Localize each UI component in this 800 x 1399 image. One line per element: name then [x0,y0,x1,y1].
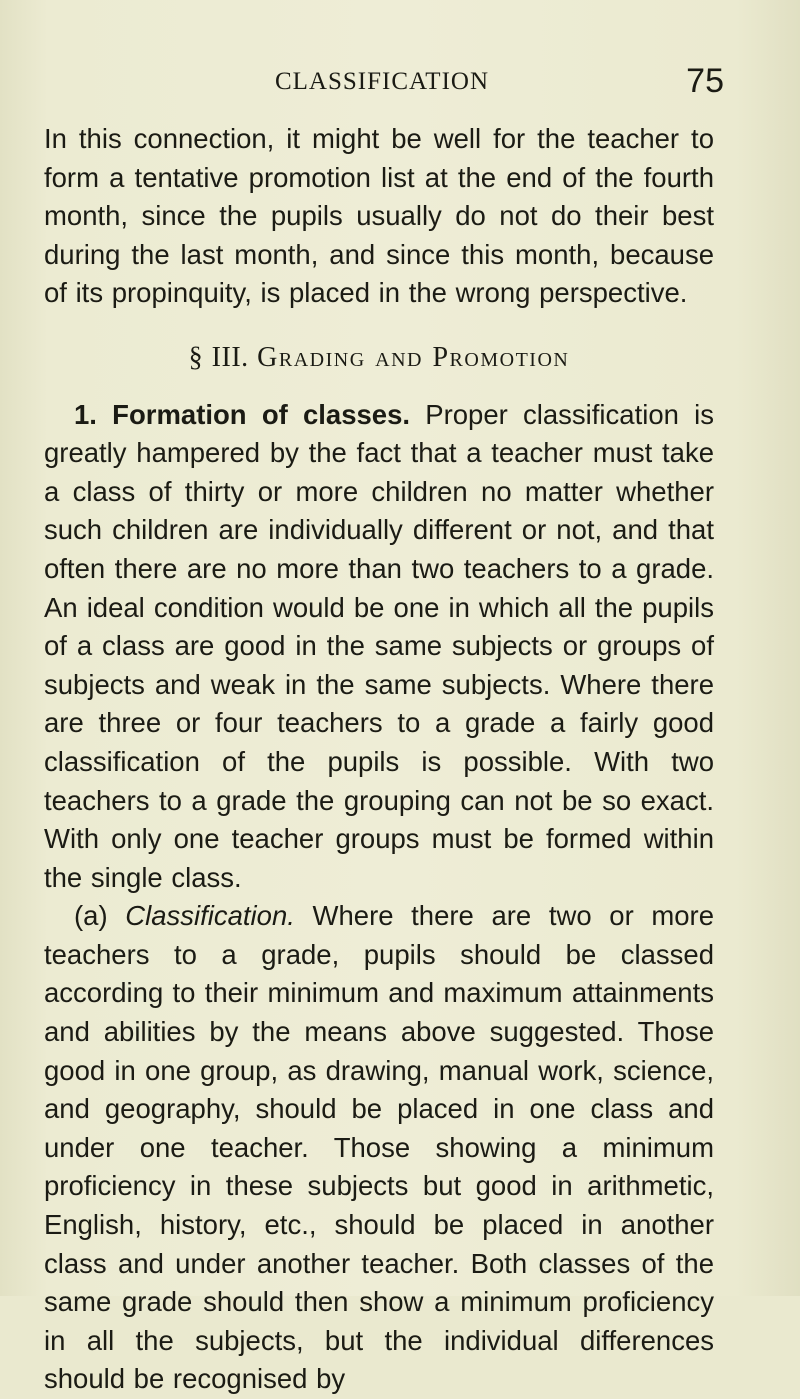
paragraph-formation-of-classes [44,396,714,898]
running-head [40,62,724,102]
page-number: 75 [686,62,724,100]
section-number: § III. [188,341,258,373]
running-title: CLASSIFICATION [274,68,490,95]
section-heading [44,339,714,378]
paragraph-classification [44,897,714,1399]
body-text [44,120,714,1399]
paragraph-promotion-list: In this connection, it might be well for the teacher to form a tentative promotion list at the end of the fourth month, since the pupils usually do not do their best during the last month, and since this month, because of its propinquity, is placed in the wrong perspective. [44,123,714,309]
run-in-heading-italic: Classification. [125,900,295,932]
run-in-heading: 1. Formation of classes. [74,398,411,430]
section-title: Grading and Promotion [257,341,570,373]
subsection-label: (a) [74,900,126,932]
paragraph-text: Where there are two or more teachers to a grade, pupils should be classed according to their minimum and maximum attainments and abilities by the means above suggested. Those good in one group, as drawing, manual work, science, and geography, should be placed in one class and under one teacher. Those showing a minimum proficiency in these subjects but good in arithmetic, English, history, etc., should be placed in another class and under another teacher. Both classes of the same grade should then show a minimum proficiency in all the subjects, but the individual differences should be recognised by [44,900,715,1395]
paragraph-text: Proper classification is greatly hampered by the fact that a teacher must take a class of thirty or more children no matter whether such children are individually different or not, and that often there are no more than two teachers to a grade. An ideal condition would be one in which all the pupils of a class are good in the same subjects or groups of subjects and weak in the same subjects. Where there are three or four teachers to a grade a fairly good classification of the pupils is possible. With two teachers to a grade the grouping can not be so exact. With only one teacher groups must be formed within the single class. [44,398,715,893]
